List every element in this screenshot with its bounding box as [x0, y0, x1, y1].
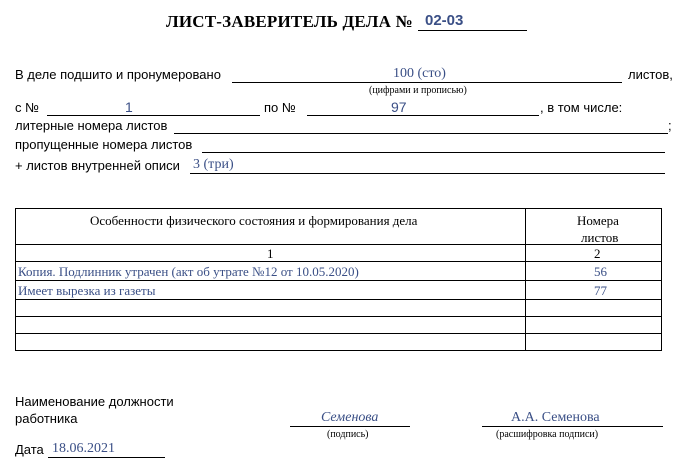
- inner-value: 3 (три): [193, 157, 234, 172]
- sheets-word: листов,: [628, 67, 673, 82]
- name-hint: (расшифровка подписи): [496, 429, 599, 440]
- name-underline: [482, 426, 663, 427]
- missing-label: пропущенные номера листов: [15, 137, 193, 152]
- sewn-underline: [232, 82, 622, 83]
- letter-underline: [174, 133, 668, 134]
- col2-number: 2: [594, 246, 601, 261]
- sewn-label: В деле подшито и пронумеровано: [15, 67, 221, 82]
- to-underline: [307, 115, 539, 116]
- signature-hint: (подпись): [327, 429, 369, 440]
- letter-label: литерные номера листов: [15, 118, 168, 133]
- col2-header-line1: Номера: [577, 213, 619, 228]
- position-label-line1: Наименование должности: [15, 394, 174, 409]
- col2-header-line2: листов: [581, 230, 619, 245]
- from-value: 1: [125, 99, 133, 115]
- col1-number: 1: [267, 246, 274, 261]
- to-label: по №: [264, 100, 296, 115]
- table-row-desc: Копия. Подлинник утрачен (акт об утрате №12 от 10.05.2020): [18, 264, 359, 279]
- case-number: 02-03: [425, 12, 464, 29]
- date-value: 18.06.2021: [52, 441, 115, 456]
- letter-end: ;: [668, 118, 672, 133]
- name-value: А.А. Семенова: [511, 410, 600, 425]
- date-label: Дата: [15, 442, 44, 457]
- date-underline: [48, 457, 165, 458]
- table-row-pages: 77: [594, 283, 607, 298]
- inner-underline: [190, 173, 665, 174]
- signature-underline: [290, 426, 410, 427]
- including-label: , в том числе:: [540, 100, 623, 115]
- to-value: 97: [391, 99, 407, 115]
- position-label-line2: работника: [15, 411, 78, 426]
- sewn-value: 100 (сто): [393, 66, 446, 81]
- missing-underline: [202, 152, 665, 153]
- signature-value: Семенова: [321, 410, 379, 425]
- from-underline: [47, 115, 260, 116]
- page-title: ЛИСТ-ЗАВЕРИТЕЛЬ ДЕЛА №: [166, 12, 413, 31]
- state-table: [15, 208, 662, 351]
- from-label: с №: [15, 100, 40, 115]
- sewn-hint: (цифрами и прописью): [369, 85, 467, 96]
- table-row-pages: 56: [594, 264, 607, 279]
- table-row-desc: Имеет вырезка из газеты: [18, 283, 156, 298]
- col1-header: Особенности физического состояния и формирования дела: [90, 213, 418, 228]
- inner-label: + листов внутренней описи: [15, 158, 180, 173]
- case-number-underline: [418, 30, 527, 31]
